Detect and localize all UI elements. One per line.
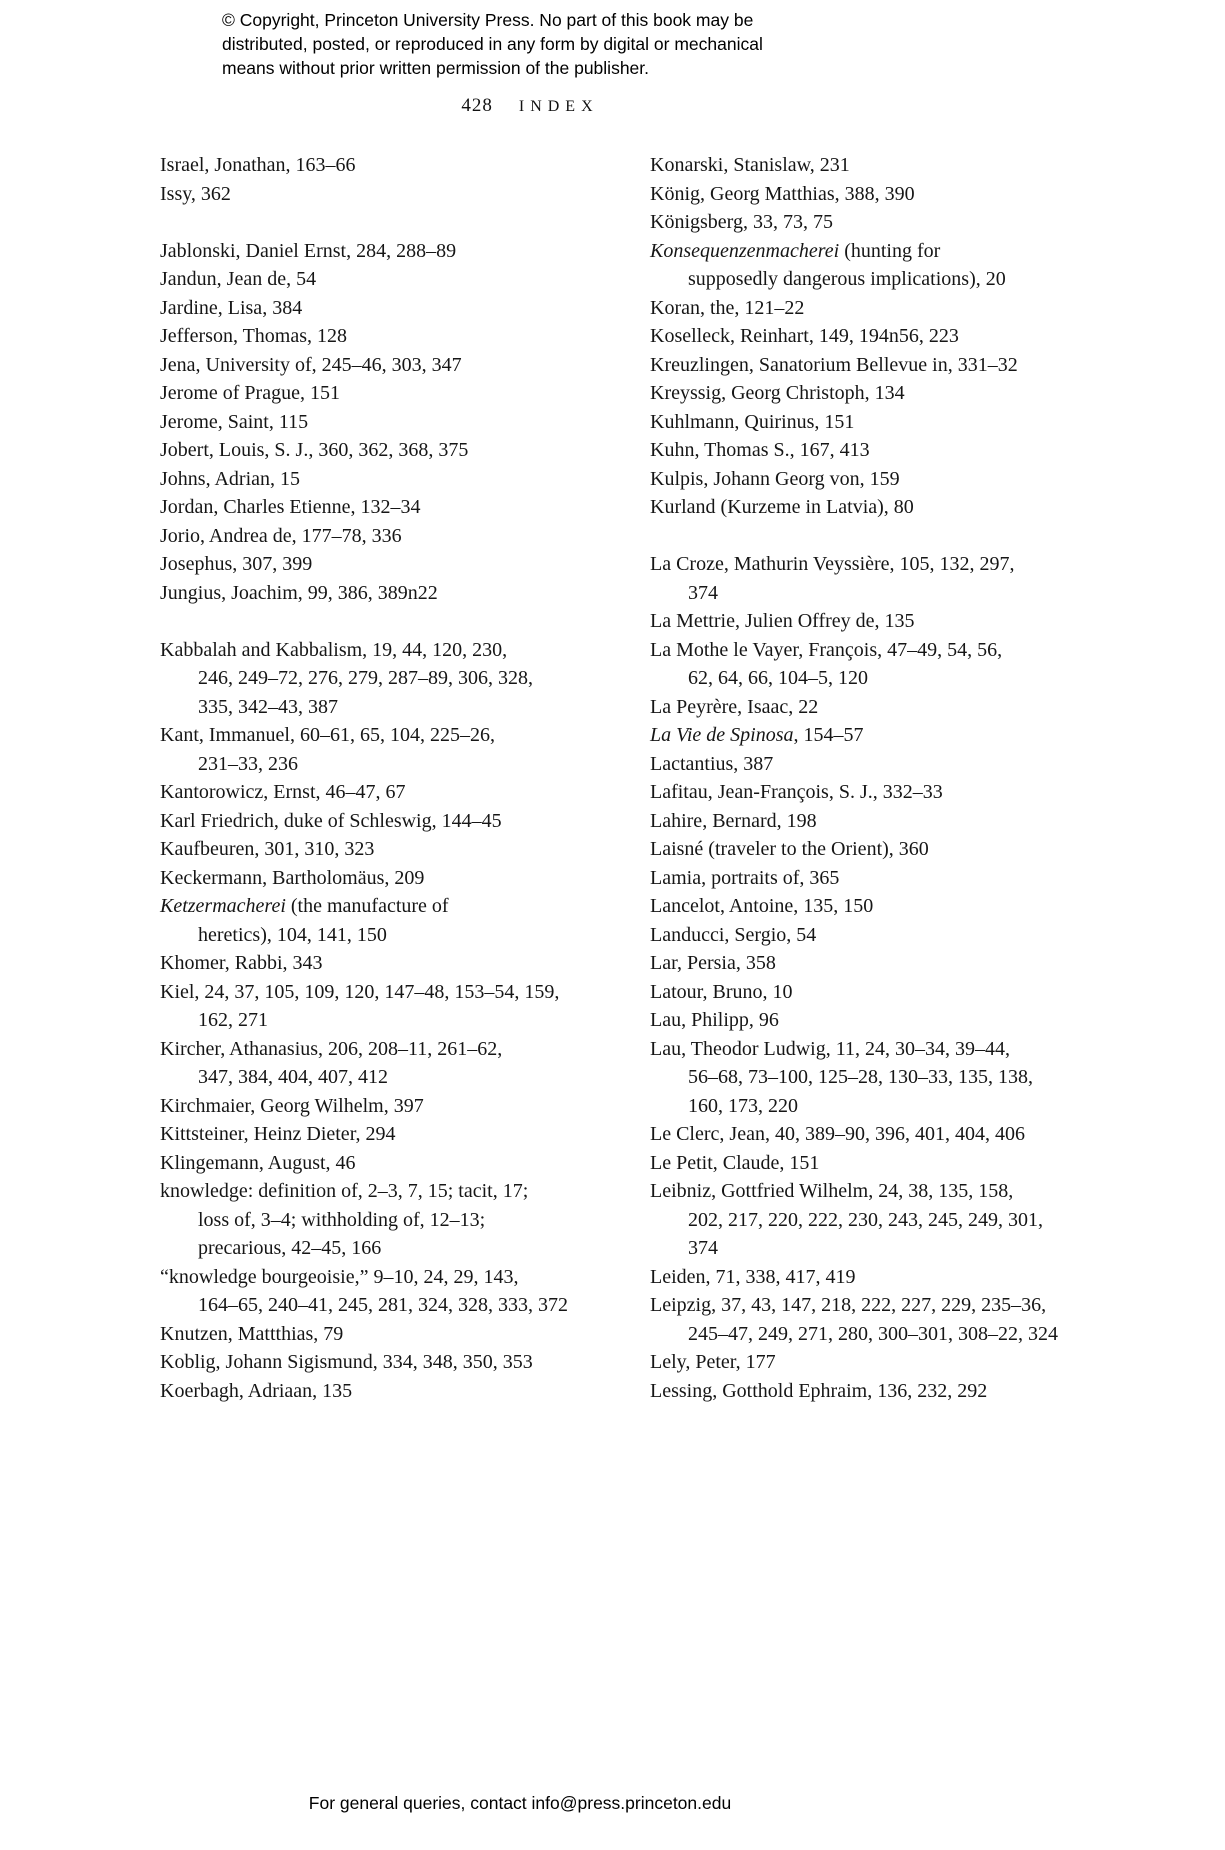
page-footer: For general queries, contact info@press.princeton.edu [308, 1793, 732, 1813]
index-entry: Lau, Theodor Ludwig, 11, 24, 30–34, 39–44, 56–68, 73–100, 125–28, 130–33, 135, 138, 160, 173, 220 [650, 1037, 1033, 1117]
index-entry: Jerome, Saint, 115 [160, 410, 309, 433]
section-title: INDEX [518, 98, 599, 115]
index-entry: Landucci, Sergio, 54 [650, 923, 817, 946]
index-entry: Kittsteiner, Heinz Dieter, 294 [160, 1123, 396, 1145]
index-entry: Le Clerc, Jean, 40, 389–90, 396, 401, 404, 406 [650, 1123, 1025, 1145]
index-entry: Konsequenzenmacherei (hunting for supposedly dangerous implications), 20 [650, 239, 1006, 290]
index-entry: Lau, Philipp, 96 [650, 1009, 779, 1031]
index-entry: Josephus, 307, 399 [160, 553, 313, 575]
index-entry: knowledge: definition of, 2–3, 7, 15; tacit, 17; loss of, 3–4; withholding of, 12–13; precarious, 42–45, 166 [160, 1180, 529, 1259]
index-entry: Jordan, Charles Etienne, 132–34 [160, 496, 421, 518]
index-entry: Kulpis, Johann Georg von, 159 [650, 467, 900, 490]
index-entry: Jerome of Prague, 151 [160, 382, 340, 404]
index-entry: Jena, University of, 245–46, 303, 347 [160, 353, 462, 376]
index-entry: Leibniz, Gottfried Wilhelm, 24, 38, 135, 158, 202, 217, 220, 222, 230, 243, 245, 249, 301, 374 [650, 1180, 1043, 1259]
index-column-right [650, 151, 1110, 1405]
index-group [650, 151, 1110, 522]
index-entry: Jefferson, Thomas, 128 [160, 325, 348, 347]
index-entry: Issy, 362 [160, 182, 231, 205]
index-entry: Kreuzlingen, Sanatorium Bellevue in, 331–32 [650, 353, 1018, 376]
index-entry: Koerbagh, Adriaan, 135 [160, 1379, 353, 1402]
index-entry: Kircher, Athanasius, 206, 208–11, 261–62, 347, 384, 404, 407, 412 [160, 1037, 503, 1088]
index-entry: Israel, Jonathan, 163–66 [160, 154, 356, 176]
index-entry: Koran, the, 121–22 [650, 296, 805, 319]
copyright-line: distributed, posted, or reproduced in any form by digital or mechanical [222, 34, 763, 54]
page-number: 428 [461, 95, 493, 116]
index-entry: König, Georg Matthias, 388, 390 [650, 182, 915, 205]
index-entry: Konarski, Stanislaw, 231 [650, 154, 850, 176]
page-header [0, 95, 1060, 117]
index-column-left [160, 151, 620, 1405]
index-entry: Kreyssig, Georg Christoph, 134 [650, 382, 905, 404]
index-group [160, 636, 620, 1406]
copyright-line: means without prior written permission of the publisher. [222, 58, 650, 78]
index-entry: Jungius, Joachim, 99, 386, 389n22 [160, 581, 438, 604]
index-entry: Leipzig, 37, 43, 147, 218, 222, 227, 229, 235–36, 245–47, 249, 271, 280, 300–301, 308–22, 324 [650, 1294, 1058, 1345]
index-entry: “knowledge bourgeoisie,” 9–10, 24, 29, 143, 164–65, 240–41, 245, 281, 324, 328, 333, 372 [160, 1265, 568, 1316]
index-entry: Latour, Bruno, 10 [650, 980, 793, 1003]
index-entry: Kurland (Kurzeme in Latvia), 80 [650, 496, 914, 518]
index-entry: Leiden, 71, 338, 417, 419 [650, 1265, 856, 1288]
index-entry: Le Petit, Claude, 151 [650, 1151, 820, 1174]
copyright-line: © Copyright, Princeton University Press. No part of this book may be [222, 10, 754, 30]
index-entry: Kant, Immanuel, 60–61, 65, 104, 225–26, 231–33, 236 [160, 724, 495, 775]
index-entry: Karl Friedrich, duke of Schleswig, 144–45 [160, 809, 502, 832]
index-entry: Lactantius, 387 [650, 752, 774, 775]
index-entry: Kaufbeuren, 301, 310, 323 [160, 838, 375, 860]
index-group [650, 550, 1110, 1405]
index-entry: Lely, Peter, 177 [650, 1351, 776, 1373]
index-entry: Lafitau, Jean-François, S. J., 332–33 [650, 781, 943, 803]
index-entry: La Peyrère, Isaac, 22 [650, 695, 819, 718]
index-entry: Klingemann, August, 46 [160, 1151, 356, 1174]
index-entry: La Vie de Spinosa, 154–57 [650, 724, 864, 746]
index-entry: La Mettrie, Julien Offrey de, 135 [650, 610, 915, 632]
index-entry: Lessing, Gotthold Ephraim, 136, 232, 292 [650, 1379, 988, 1402]
index-columns [160, 151, 1110, 1405]
index-entry: Kiel, 24, 37, 105, 109, 120, 147–48, 153–54, 159, 162, 271 [160, 980, 560, 1031]
index-entry: La Mothe le Vayer, François, 47–49, 54, 56, 62, 64, 66, 104–5, 120 [650, 638, 1003, 689]
index-entry: La Croze, Mathurin Veyssière, 105, 132, 297, 374 [650, 553, 1015, 604]
index-group [160, 151, 620, 208]
index-group [160, 237, 620, 608]
index-entry: Jandun, Jean de, 54 [160, 268, 317, 290]
index-entry: Ketzermacherei (the manufacture of heretics), 104, 141, 150 [160, 895, 449, 946]
index-entry: Knutzen, Mattthias, 79 [160, 1322, 344, 1345]
index-entry: Kirchmaier, Georg Wilhelm, 397 [160, 1094, 424, 1117]
index-entry: Koblig, Johann Sigismund, 334, 348, 350, 353 [160, 1351, 533, 1373]
index-entry: Lamia, portraits of, 365 [650, 866, 840, 889]
index-entry: Kabbalah and Kabbalism, 19, 44, 120, 230, 246, 249–72, 276, 279, 287–89, 306, 328, 335, 342–43, 387 [160, 638, 533, 718]
index-entry: Koselleck, Reinhart, 149, 194n56, 223 [650, 325, 959, 347]
index-entry: Khomer, Rabbi, 343 [160, 952, 323, 974]
index-entry: Lahire, Bernard, 198 [650, 809, 817, 832]
index-entry: Jardine, Lisa, 384 [160, 296, 303, 319]
index-entry: Kuhn, Thomas S., 167, 413 [650, 439, 870, 461]
index-entry: Lancelot, Antoine, 135, 150 [650, 895, 874, 917]
index-entry: Jablonski, Daniel Ernst, 284, 288–89 [160, 239, 457, 262]
index-entry: Jobert, Louis, S. J., 360, 362, 368, 375 [160, 439, 469, 461]
index-entry: Kantorowicz, Ernst, 46–47, 67 [160, 781, 406, 803]
index-entry: Laisné (traveler to the Orient), 360 [650, 838, 929, 860]
index-entry: Jorio, Andrea de, 177–78, 336 [160, 524, 402, 547]
index-entry: Lar, Persia, 358 [650, 952, 776, 974]
copyright-notice [222, 8, 763, 80]
index-entry: Keckermann, Bartholomäus, 209 [160, 866, 425, 889]
index-entry: Königsberg, 33, 73, 75 [650, 211, 833, 233]
index-entry: Kuhlmann, Quirinus, 151 [650, 410, 855, 433]
index-entry: Johns, Adrian, 15 [160, 467, 300, 490]
